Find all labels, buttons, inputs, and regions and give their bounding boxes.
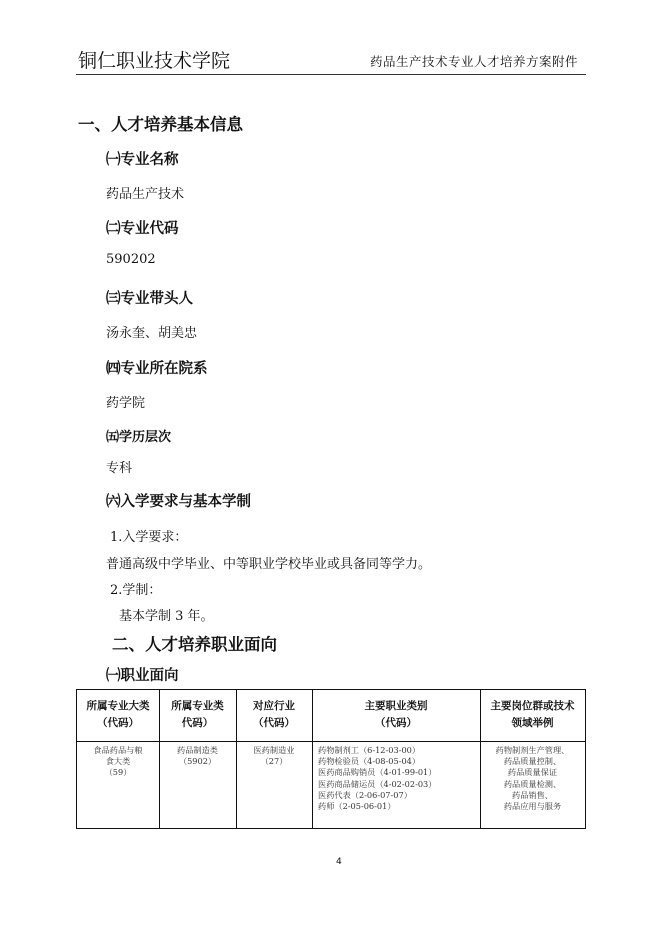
career-orientation-heading: ㈠职业面向 [106,668,179,684]
table-header-category: 所属专业大类 （代码） [86,700,150,729]
major-leader-value: 汤永奎、胡美忠 [106,326,198,341]
table-cell-positions: 药物制剂生产管理、 药品质量控制、 药品质量保证 药品质量检测、 药品销售、 药品应用与服务 [495,745,570,812]
education-level-value: 专科 [106,461,133,476]
school-name: 铜仁职业技术学院 [78,50,231,72]
department-heading: ㈣专业所在院系 [106,361,208,377]
admission-duration-heading: ㈥入学要求与基本学制 [106,494,251,510]
table-cell-industry: 医药制造业 （27） [253,745,295,767]
table-header-industry: 对应行业 （代码） [253,700,295,729]
section2-title: 二、人才培养职业面向 [112,635,277,654]
section1-title: 一、人才培养基本信息 [78,115,243,134]
page-number: 4 [336,857,342,867]
major-name-heading: ㈠专业名称 [106,152,179,168]
duration-label: 2.学制： [110,583,162,598]
table-cell-occupation: 药物制剂工（6-12-03-00） 药物检验员（4-08-05-04） 医药商品购销员（4-01-99-01） 医药商品储运员（4-02-02-03） 医药代表（2-06-07-07） 药师（2-05-06-01） [318,745,437,812]
header-divider [76,74,586,75]
table-cell-class: 药品制造类 （5902） [177,745,218,767]
major-name-value: 药品生产技术 [106,187,185,202]
table-cell-category: 食品药品与粮 食大类 （59） [93,745,143,778]
major-code-heading: ㈡专业代码 [106,221,179,237]
table-header-class: 所属专业类 代码） [171,700,224,729]
career-orientation-table [76,689,586,829]
admission-text: 普通高级中学毕业、中等职业学校毕业或具备同等学力。 [106,557,432,572]
major-code-value: 590202 [106,252,156,267]
admission-label: 1.入学要求： [110,530,188,545]
table-header-occupation: 主要职业类别 （代码） [364,700,428,729]
table-header-divider [77,741,585,742]
document-title: 药品生产技术专业人才培养方案附件 [369,54,578,69]
table-header-positions: 主要岗位群或技术 领域举例 [490,700,575,729]
major-leader-heading: ㈢专业带头人 [106,291,193,307]
duration-text: 基本学制 3 年。 [119,609,214,624]
department-value: 药学院 [106,396,146,411]
education-level-heading: ㈤学历层次 [106,430,172,445]
